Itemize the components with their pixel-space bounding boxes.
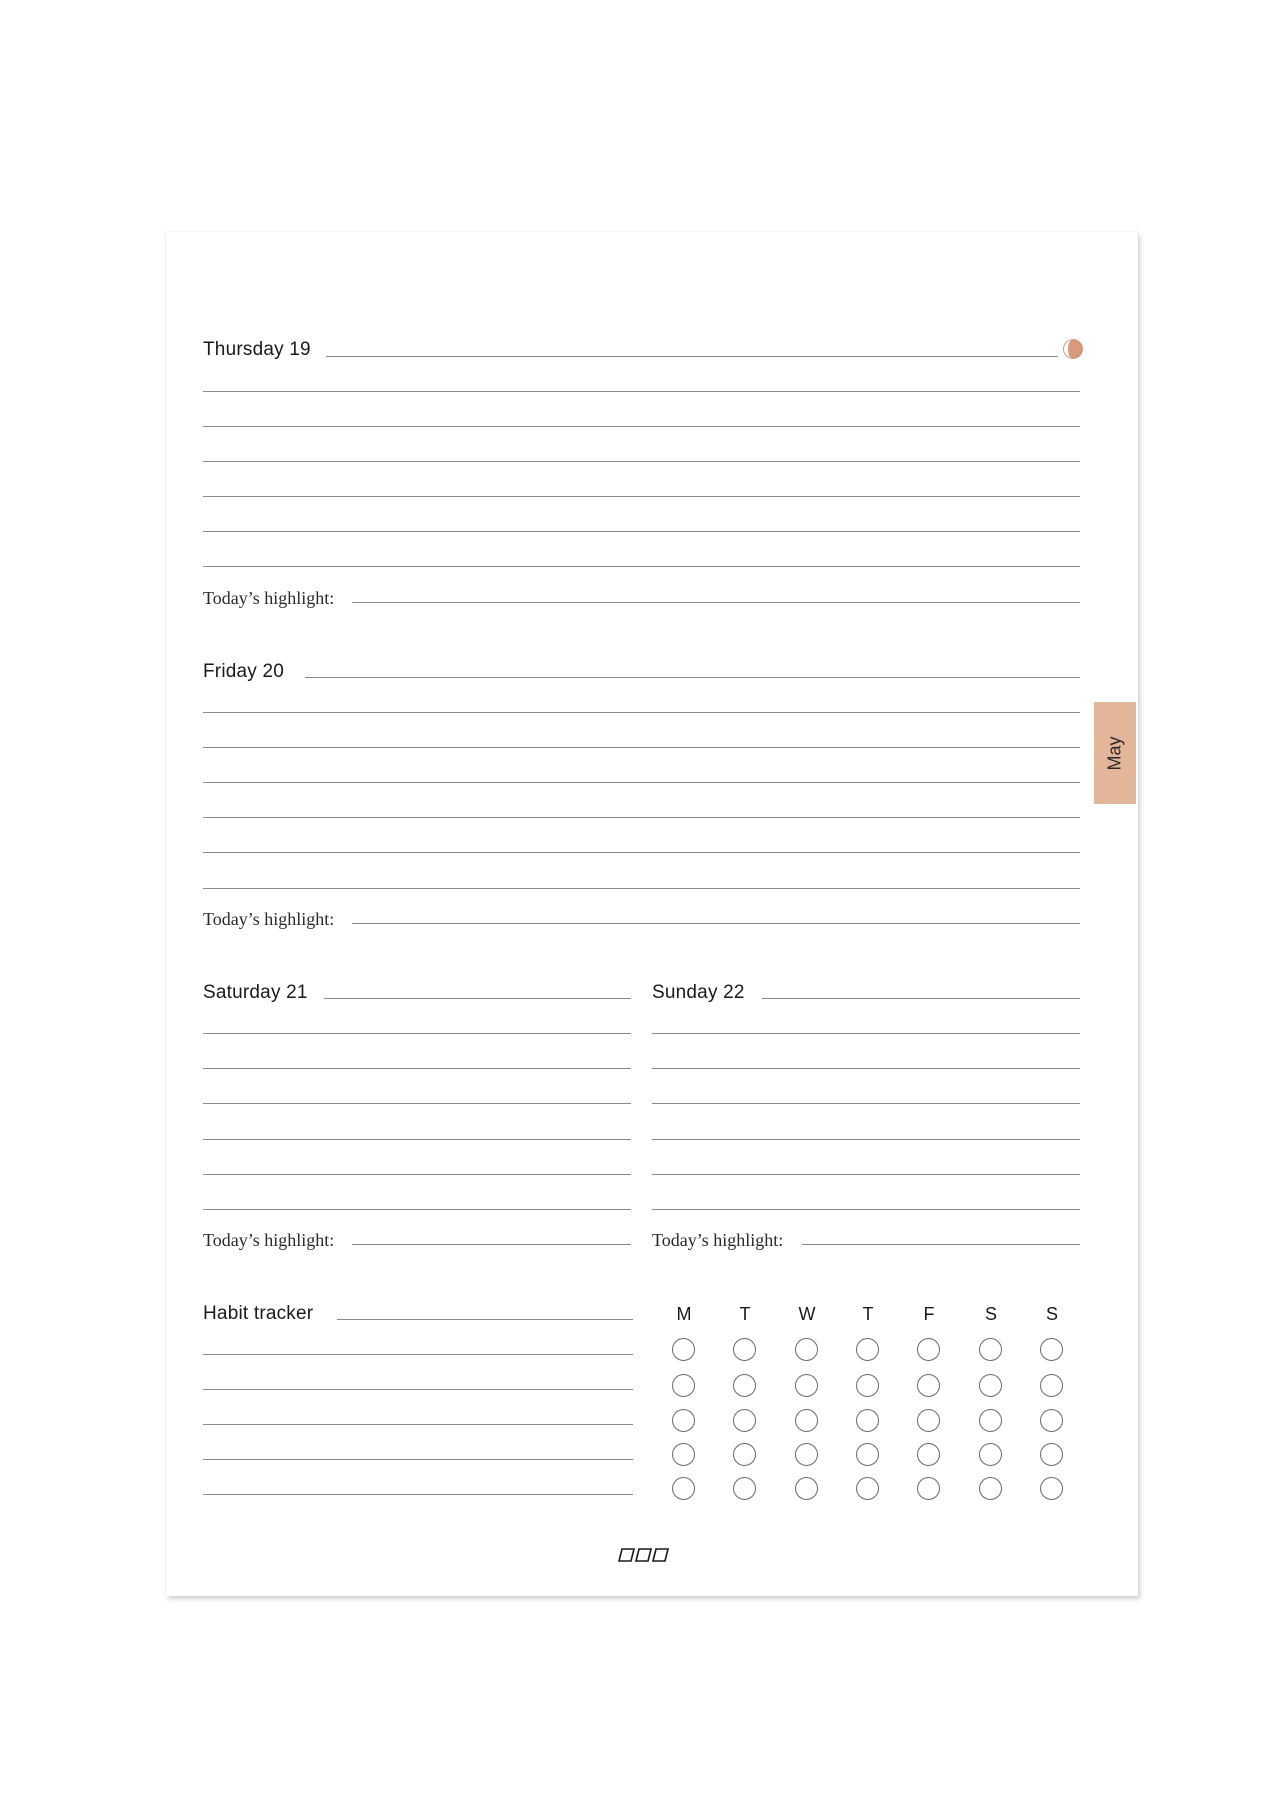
habit-checkbox[interactable] [1040,1443,1063,1466]
habit-checkbox[interactable] [856,1374,879,1397]
habit-checkbox[interactable] [856,1443,879,1466]
habit-checkbox[interactable] [733,1338,756,1361]
highlight-label-sunday: Today’s highlight: [652,1230,784,1250]
highlight-line-saturday [352,1244,631,1245]
writing-line [203,1174,631,1175]
title-line-saturday [324,998,631,999]
habit-checkbox[interactable] [1040,1477,1063,1500]
writing-line [652,1033,1080,1034]
writing-line [203,496,1080,497]
writing-line [652,1209,1080,1210]
habit-checkbox[interactable] [917,1374,940,1397]
moon-phase-icon [1063,339,1083,359]
weekday-label-sat: S [984,1304,997,1324]
title-line-thursday [326,356,1058,357]
habit-checkbox[interactable] [917,1338,940,1361]
weekday-label-mon: M [676,1304,692,1324]
habit-checkbox[interactable] [733,1477,756,1500]
day-title-sunday: Sunday 22 [652,982,745,1003]
habit-line [203,1424,633,1425]
habit-checkbox[interactable] [672,1409,695,1432]
habit-checkbox[interactable] [795,1409,818,1432]
writing-line [203,1209,631,1210]
habit-checkbox[interactable] [979,1374,1002,1397]
habit-checkbox[interactable] [979,1477,1002,1500]
habit-checkbox[interactable] [917,1409,940,1432]
title-line-friday [305,677,1080,678]
habit-line [203,1389,633,1390]
habit-checkbox[interactable] [672,1477,695,1500]
habit-checkbox[interactable] [672,1443,695,1466]
habit-checkbox[interactable] [795,1443,818,1466]
weekday-label-fri: F [923,1304,935,1324]
title-line-habit-tracker [337,1319,633,1320]
habit-checkbox[interactable] [856,1477,879,1500]
habit-checkbox[interactable] [733,1374,756,1397]
highlight-label-thursday: Today’s highlight: [203,588,335,608]
brand-logo-icon [618,1548,670,1562]
day-title-saturday: Saturday 21 [203,982,308,1003]
highlight-label-friday: Today’s highlight: [203,909,335,929]
habit-line [203,1494,633,1495]
habit-checkbox[interactable] [672,1338,695,1361]
month-tab-label: May [1104,735,1125,771]
habit-checkbox[interactable] [795,1338,818,1361]
writing-line [203,852,1080,853]
writing-line [652,1174,1080,1175]
writing-line [203,1068,631,1069]
highlight-line-friday [352,923,1080,924]
weekday-label-thu: T [862,1304,874,1324]
habit-line [203,1354,633,1355]
habit-checkbox[interactable] [979,1443,1002,1466]
writing-line [203,888,1080,889]
habit-checkbox[interactable] [1040,1374,1063,1397]
highlight-label-saturday: Today’s highlight: [203,1230,335,1250]
habit-checkbox[interactable] [1040,1338,1063,1361]
day-title-thursday: Thursday 19 [203,339,311,360]
writing-line [203,782,1080,783]
writing-line [203,426,1080,427]
title-line-sunday [762,998,1080,999]
writing-line [203,391,1080,392]
habit-checkbox[interactable] [672,1374,695,1397]
writing-line [203,747,1080,748]
weekday-label-wed: W [798,1304,816,1324]
writing-line [203,817,1080,818]
writing-line [203,461,1080,462]
writing-line [652,1103,1080,1104]
habit-checkbox[interactable] [979,1338,1002,1361]
writing-line [203,1139,631,1140]
habit-checkbox[interactable] [856,1338,879,1361]
habit-checkbox[interactable] [795,1477,818,1500]
writing-line [203,1103,631,1104]
habit-line [203,1459,633,1460]
highlight-line-sunday [802,1244,1080,1245]
habit-checkbox[interactable] [1040,1409,1063,1432]
habit-checkbox[interactable] [856,1409,879,1432]
writing-line [203,531,1080,532]
habit-checkbox[interactable] [795,1374,818,1397]
weekday-label-tue: T [739,1304,751,1324]
weekday-label-sun: S [1045,1304,1058,1324]
month-tab[interactable] [1094,702,1136,804]
writing-line [203,712,1080,713]
writing-line [652,1139,1080,1140]
highlight-line-thursday [352,602,1080,603]
writing-line [652,1068,1080,1069]
habit-checkbox[interactable] [917,1443,940,1466]
habit-checkbox[interactable] [733,1409,756,1432]
day-title-friday: Friday 20 [203,661,285,682]
writing-line [203,566,1080,567]
habit-checkbox[interactable] [733,1443,756,1466]
habit-checkbox[interactable] [979,1409,1002,1432]
habit-checkbox[interactable] [917,1477,940,1500]
writing-line [203,1033,631,1034]
habit-tracker-title: Habit tracker [203,1303,314,1324]
